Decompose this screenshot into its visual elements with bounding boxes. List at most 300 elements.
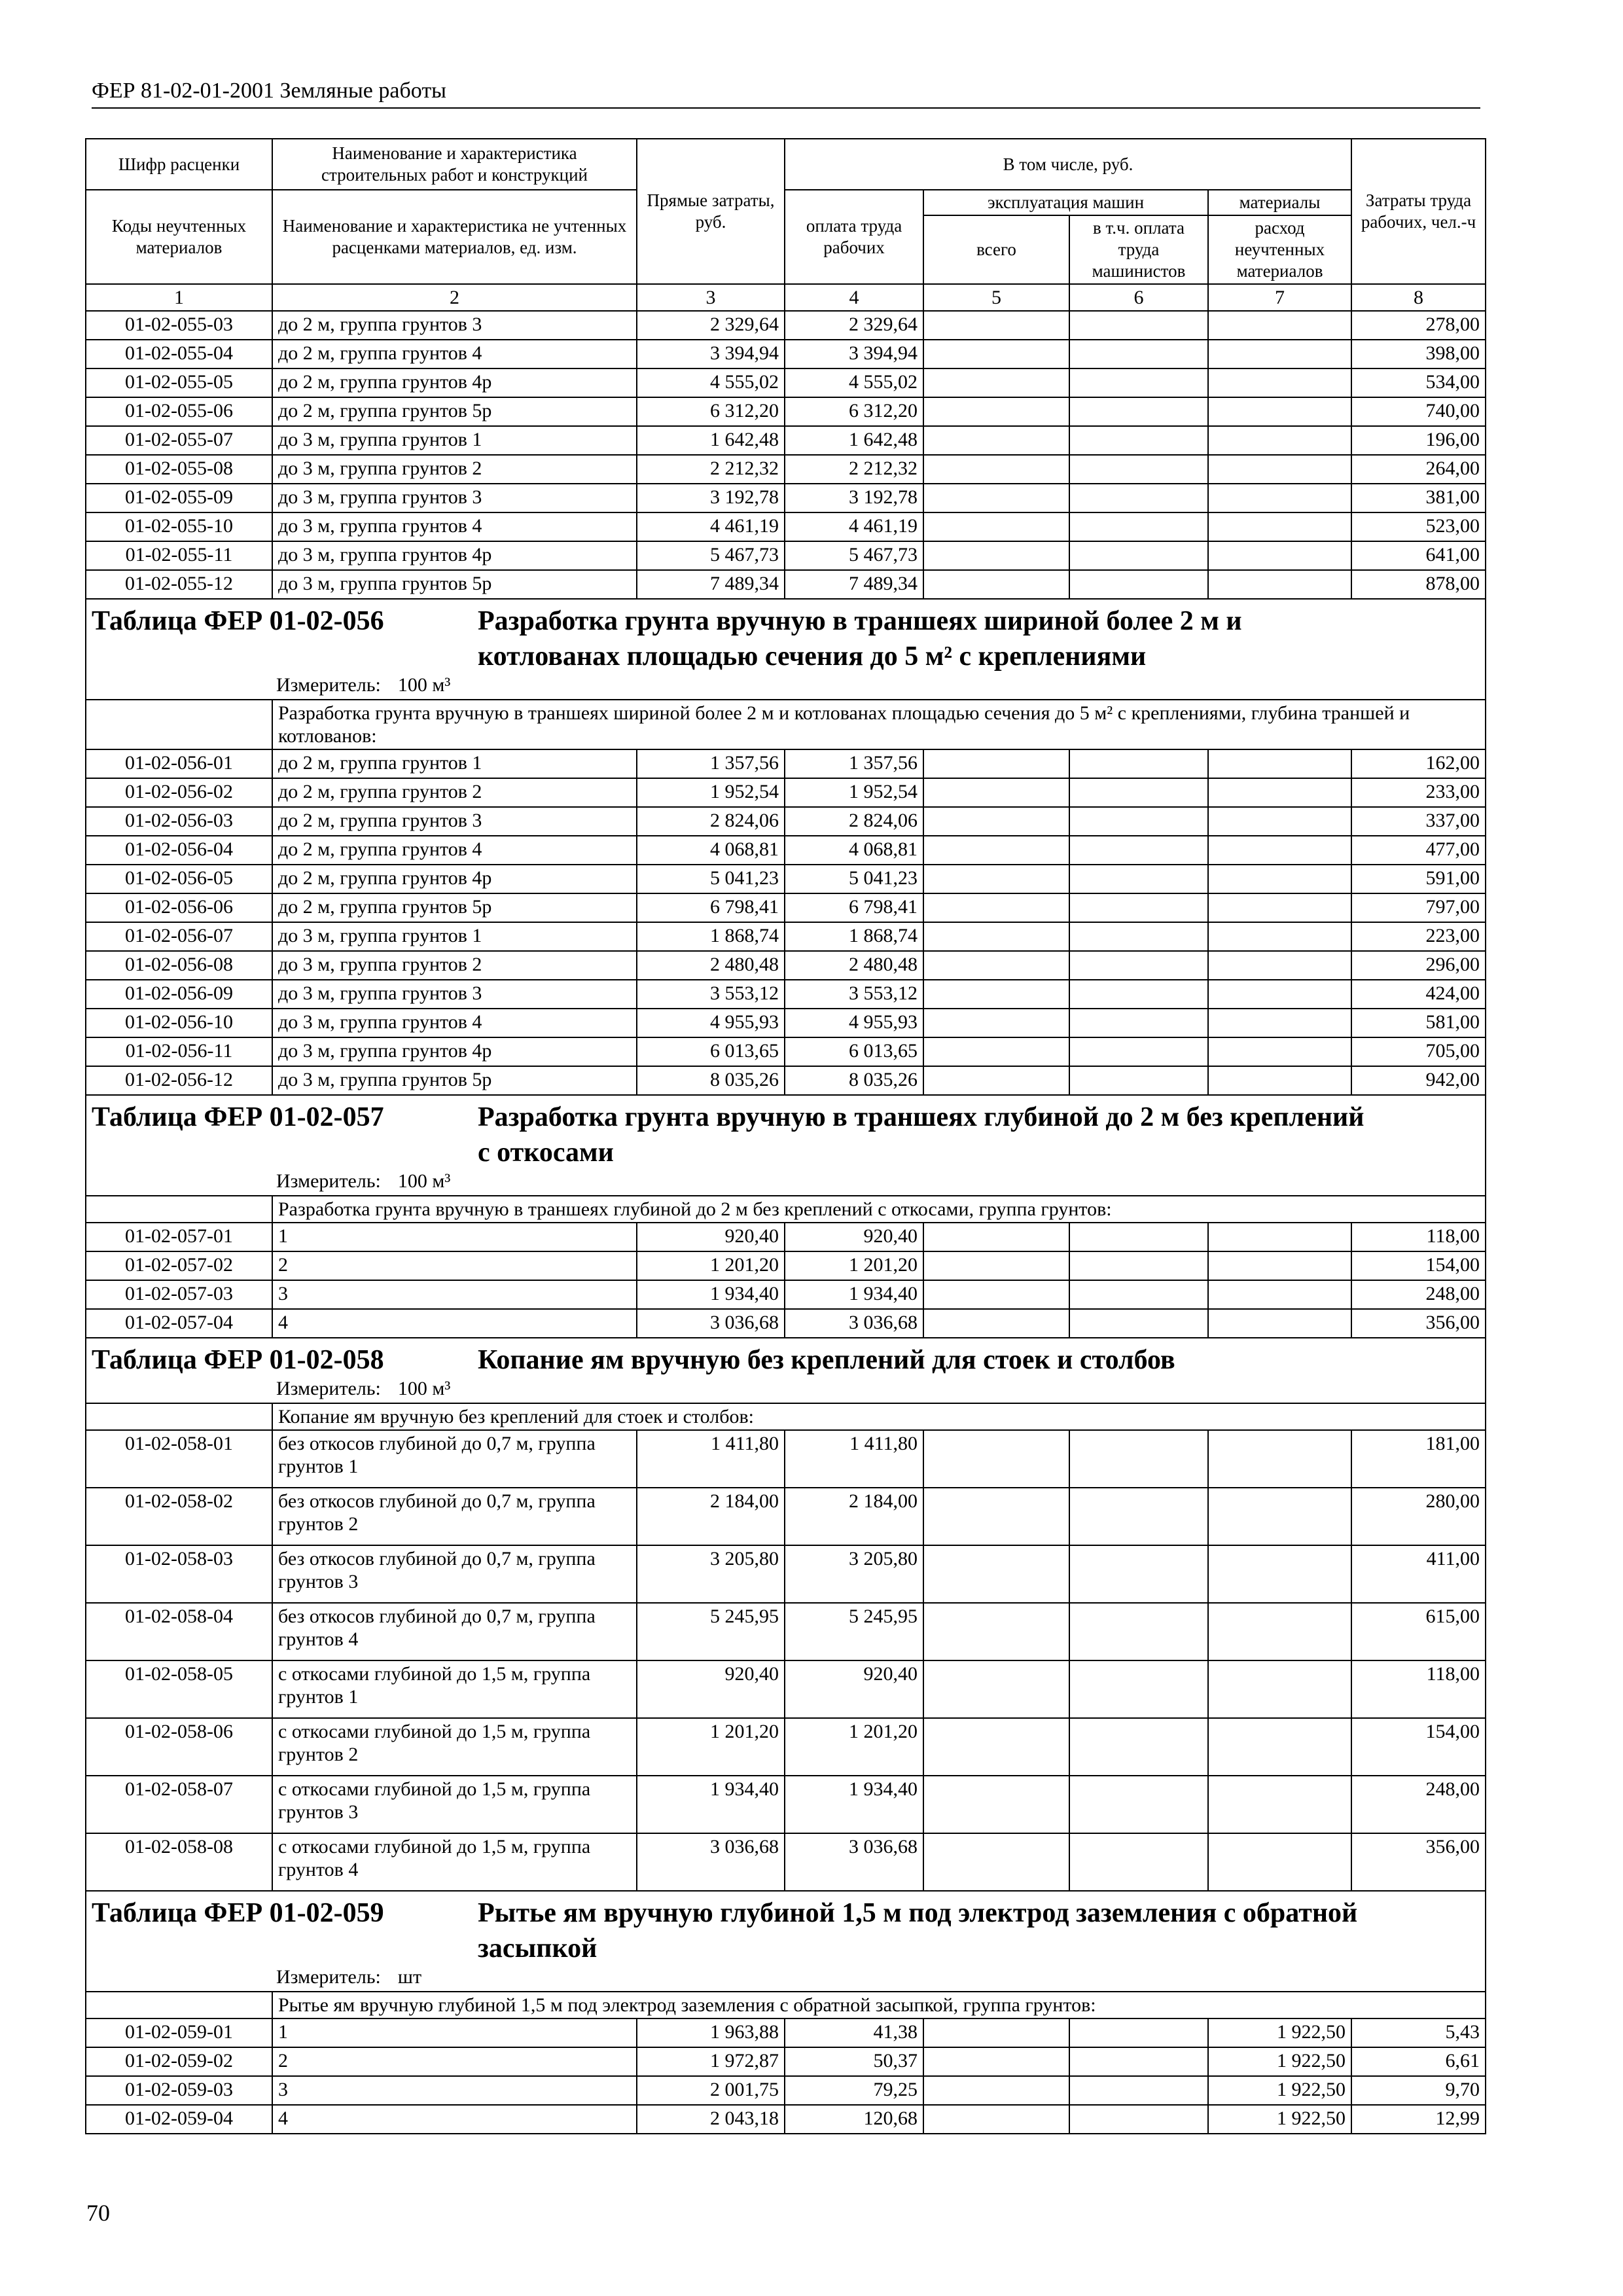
- machines-wage: [1069, 1309, 1208, 1338]
- machines-wage: [1069, 1223, 1208, 1251]
- table-row: [86, 512, 1486, 541]
- table-row: [86, 1037, 1486, 1066]
- materials-cost: [1208, 1776, 1351, 1833]
- machines-total: [923, 807, 1069, 836]
- col-header-mach-wage: в т.ч. оплата труда машинистов: [1069, 215, 1208, 284]
- wage-cost: 1 934,40: [785, 1776, 923, 1833]
- rate-code: 01-02-059-03: [86, 2076, 272, 2105]
- labor-cost: 942,00: [1351, 1066, 1486, 1095]
- wage-cost: 2 184,00: [785, 1488, 923, 1545]
- table-row: [86, 311, 1486, 340]
- rate-code: 01-02-056-07: [86, 922, 272, 951]
- materials-cost: [1208, 1251, 1351, 1280]
- table-title-cell: [86, 1095, 1486, 1196]
- machines-wage: [1069, 1545, 1208, 1603]
- rate-code: 01-02-055-03: [86, 311, 272, 340]
- table-row: [86, 1430, 1486, 1488]
- labor-cost: 162,00: [1351, 749, 1486, 778]
- col-header-name-materials: Наименование и характеристика не учтенных расценками материалов, ед. изм.: [272, 190, 637, 284]
- machines-wage: [1069, 865, 1208, 893]
- rate-code: 01-02-057-02: [86, 1251, 272, 1280]
- machines-total: [923, 865, 1069, 893]
- machines-total: [923, 340, 1069, 368]
- machines-wage: [1069, 1776, 1208, 1833]
- table-row: [86, 1660, 1486, 1718]
- rate-code: 01-02-058-06: [86, 1718, 272, 1776]
- labor-cost: 356,00: [1351, 1309, 1486, 1338]
- rate-code: 01-02-058-07: [86, 1776, 272, 1833]
- materials-cost: [1208, 512, 1351, 541]
- table-name-line: Разработка грунта вручную в траншеях глубиной до 2 м без креплений: [478, 1102, 1364, 1132]
- machines-wage: [1069, 1718, 1208, 1776]
- machines-wage: [1069, 426, 1208, 455]
- wage-cost: 1 411,80: [785, 1430, 923, 1488]
- work-name: до 2 м, группа грунтов 4р: [272, 368, 637, 397]
- machines-total: [923, 1251, 1069, 1280]
- wage-cost: 1 201,20: [785, 1718, 923, 1776]
- measure-unit: [92, 1966, 1485, 1988]
- measure-label: Измеритель:: [276, 1966, 381, 1988]
- table-row: [86, 570, 1486, 599]
- wage-cost: 3 205,80: [785, 1545, 923, 1603]
- table-row: [86, 2105, 1486, 2134]
- work-name: 2: [272, 1251, 637, 1280]
- rate-code: 01-02-056-10: [86, 1009, 272, 1037]
- rate-code: 01-02-055-12: [86, 570, 272, 599]
- labor-cost: 581,00: [1351, 1009, 1486, 1037]
- labor-cost: 118,00: [1351, 1223, 1486, 1251]
- direct-cost: 8 035,26: [637, 1066, 785, 1095]
- machines-total: [923, 951, 1069, 980]
- work-name: с откосами глубиной до 1,5 м, группа грунтов 2: [272, 1718, 637, 1776]
- direct-cost: 3 192,78: [637, 484, 785, 512]
- table-number: Таблица ФЕР 01-02-059: [92, 1898, 384, 1928]
- rates-table: [85, 138, 1486, 2134]
- page-number: 70: [86, 2200, 110, 2226]
- wage-cost: 1 868,74: [785, 922, 923, 951]
- col-header-wage: оплата труда рабочих: [785, 190, 923, 284]
- materials-cost: [1208, 1280, 1351, 1309]
- rate-code: 01-02-059-02: [86, 2047, 272, 2076]
- materials-cost: 1 922,50: [1208, 2047, 1351, 2076]
- materials-cost: [1208, 1223, 1351, 1251]
- machines-wage: [1069, 1009, 1208, 1037]
- wage-cost: 6 798,41: [785, 893, 923, 922]
- measure-label: Измеритель:: [276, 674, 381, 696]
- table-name: [478, 1895, 1485, 1966]
- work-name: до 2 м, группа грунтов 3: [272, 311, 637, 340]
- wage-cost: 3 192,78: [785, 484, 923, 512]
- group-description-row: [86, 1403, 1486, 1430]
- machines-wage: [1069, 368, 1208, 397]
- direct-cost: 3 205,80: [637, 1545, 785, 1603]
- col-number: 2: [272, 284, 637, 311]
- machines-total: [923, 1223, 1069, 1251]
- labor-cost: 477,00: [1351, 836, 1486, 865]
- measure-value: 100 м³: [397, 1170, 451, 1192]
- work-name: 4: [272, 1309, 637, 1338]
- rate-code: 01-02-058-05: [86, 1660, 272, 1718]
- table-title-row: [86, 1095, 1486, 1196]
- labor-cost: 740,00: [1351, 397, 1486, 426]
- materials-cost: [1208, 749, 1351, 778]
- measure-value: 100 м³: [397, 1378, 451, 1399]
- table-name-line: Разработка грунта вручную в траншеях шириной более 2 м и: [478, 606, 1242, 636]
- col-number: 6: [1069, 284, 1208, 311]
- machines-total: [923, 1545, 1069, 1603]
- machines-total: [923, 455, 1069, 484]
- measure-unit: [92, 674, 1485, 696]
- rate-code: 01-02-055-11: [86, 541, 272, 570]
- group-code-empty: [86, 1992, 272, 2018]
- table-title-cell: [86, 599, 1486, 700]
- wage-cost: 2 329,64: [785, 311, 923, 340]
- table-name: [478, 1342, 1485, 1378]
- labor-cost: 797,00: [1351, 893, 1486, 922]
- materials-cost: [1208, 340, 1351, 368]
- machines-total: [923, 426, 1069, 455]
- direct-cost: 1 411,80: [637, 1430, 785, 1488]
- col-header-mach-total: всего: [923, 215, 1069, 284]
- table-row: [86, 397, 1486, 426]
- table-title-row: [86, 1338, 1486, 1403]
- labor-cost: 705,00: [1351, 1037, 1486, 1066]
- labor-cost: 118,00: [1351, 1660, 1486, 1718]
- rate-code: 01-02-058-01: [86, 1430, 272, 1488]
- col-number: 8: [1351, 284, 1486, 311]
- labor-cost: 196,00: [1351, 426, 1486, 455]
- direct-cost: 5 041,23: [637, 865, 785, 893]
- col-header-machines: эксплуатация машин: [923, 190, 1208, 215]
- direct-cost: 1 963,88: [637, 2018, 785, 2047]
- work-name: 1: [272, 2018, 637, 2047]
- table-name: [478, 603, 1485, 674]
- work-name: до 3 м, группа грунтов 1: [272, 922, 637, 951]
- work-name: до 2 м, группа грунтов 1: [272, 749, 637, 778]
- table-title-cell: [86, 1891, 1486, 1992]
- work-name: 3: [272, 1280, 637, 1309]
- machines-wage: [1069, 1037, 1208, 1066]
- rate-code: 01-02-058-08: [86, 1833, 272, 1891]
- group-description: Копание ям вручную без креплений для стоек и столбов:: [272, 1403, 1486, 1430]
- work-name: с откосами глубиной до 1,5 м, группа грунтов 4: [272, 1833, 637, 1891]
- rate-code: 01-02-057-01: [86, 1223, 272, 1251]
- measure-value: 100 м³: [397, 674, 451, 696]
- machines-total: [923, 570, 1069, 599]
- work-name: до 3 м, группа грунтов 4р: [272, 541, 637, 570]
- machines-total: [923, 311, 1069, 340]
- materials-cost: [1208, 484, 1351, 512]
- direct-cost: 1 868,74: [637, 922, 785, 951]
- machines-wage: [1069, 2105, 1208, 2134]
- direct-cost: 2 184,00: [637, 1488, 785, 1545]
- work-name: до 3 м, группа грунтов 1: [272, 426, 637, 455]
- table-title: [92, 603, 1485, 674]
- table-row: [86, 865, 1486, 893]
- work-name: до 3 м, группа грунтов 3: [272, 484, 637, 512]
- table-row: [86, 749, 1486, 778]
- rate-code: 01-02-055-04: [86, 340, 272, 368]
- table-row: [86, 2076, 1486, 2105]
- col-header-labor: Затраты труда рабочих, чел.-ч: [1351, 139, 1486, 284]
- group-code-empty: [86, 1196, 272, 1223]
- materials-cost: [1208, 1718, 1351, 1776]
- work-name: 4: [272, 2105, 637, 2134]
- labor-cost: 398,00: [1351, 340, 1486, 368]
- materials-cost: [1208, 1545, 1351, 1603]
- measure-label: Измеритель:: [276, 1170, 381, 1192]
- wage-cost: 920,40: [785, 1223, 923, 1251]
- direct-cost: 1 357,56: [637, 749, 785, 778]
- table-title-row: [86, 1891, 1486, 1992]
- rate-code: 01-02-055-06: [86, 397, 272, 426]
- wage-cost: 920,40: [785, 1660, 923, 1718]
- table-row: [86, 2047, 1486, 2076]
- group-description: Рытье ям вручную глубиной 1,5 м под электрод заземления с обратной засыпкой, группа грунтов:: [272, 1992, 1486, 2018]
- labor-cost: 248,00: [1351, 1776, 1486, 1833]
- rate-code: 01-02-055-10: [86, 512, 272, 541]
- machines-wage: [1069, 749, 1208, 778]
- rate-code: 01-02-056-09: [86, 980, 272, 1009]
- machines-total: [923, 2076, 1069, 2105]
- machines-wage: [1069, 570, 1208, 599]
- machines-wage: [1069, 893, 1208, 922]
- machines-total: [923, 893, 1069, 922]
- rate-code: 01-02-058-02: [86, 1488, 272, 1545]
- machines-wage: [1069, 2018, 1208, 2047]
- direct-cost: 920,40: [637, 1660, 785, 1718]
- materials-cost: [1208, 836, 1351, 865]
- wage-cost: 4 955,93: [785, 1009, 923, 1037]
- materials-cost: [1208, 1009, 1351, 1037]
- direct-cost: 1 934,40: [637, 1280, 785, 1309]
- labor-cost: 154,00: [1351, 1251, 1486, 1280]
- wage-cost: 3 036,68: [785, 1833, 923, 1891]
- rate-code: 01-02-056-05: [86, 865, 272, 893]
- work-name: без откосов глубиной до 0,7 м, группа грунтов 1: [272, 1430, 637, 1488]
- work-name: 3: [272, 2076, 637, 2105]
- table-row: [86, 1309, 1486, 1338]
- direct-cost: 3 394,94: [637, 340, 785, 368]
- direct-cost: 5 467,73: [637, 541, 785, 570]
- direct-cost: 6 312,20: [637, 397, 785, 426]
- table-row: [86, 426, 1486, 455]
- work-name: до 3 м, группа грунтов 4р: [272, 1037, 637, 1066]
- labor-cost: 233,00: [1351, 778, 1486, 807]
- machines-total: [923, 2105, 1069, 2134]
- labor-cost: 223,00: [1351, 922, 1486, 951]
- labor-cost: 5,43: [1351, 2018, 1486, 2047]
- rate-code: 01-02-057-03: [86, 1280, 272, 1309]
- wage-cost: 1 357,56: [785, 749, 923, 778]
- machines-wage: [1069, 2047, 1208, 2076]
- table-row: [86, 1776, 1486, 1833]
- table-number: Таблица ФЕР 01-02-056: [92, 606, 384, 636]
- rate-code: 01-02-055-05: [86, 368, 272, 397]
- wage-cost: 3 036,68: [785, 1309, 923, 1338]
- direct-cost: 2 824,06: [637, 807, 785, 836]
- labor-cost: 12,99: [1351, 2105, 1486, 2134]
- work-name: до 2 м, группа грунтов 5р: [272, 893, 637, 922]
- labor-cost: 591,00: [1351, 865, 1486, 893]
- wage-cost: 1 201,20: [785, 1251, 923, 1280]
- machines-total: [923, 980, 1069, 1009]
- machines-total: [923, 541, 1069, 570]
- materials-cost: [1208, 455, 1351, 484]
- direct-cost: 2 480,48: [637, 951, 785, 980]
- table-row: [86, 980, 1486, 1009]
- machines-wage: [1069, 836, 1208, 865]
- table-row: [86, 778, 1486, 807]
- rate-code: 01-02-058-03: [86, 1545, 272, 1603]
- table-row: [86, 951, 1486, 980]
- machines-total: [923, 1833, 1069, 1891]
- work-name: до 2 м, группа грунтов 4р: [272, 865, 637, 893]
- machines-total: [923, 922, 1069, 951]
- wage-cost: 4 555,02: [785, 368, 923, 397]
- direct-cost: 1 972,87: [637, 2047, 785, 2076]
- machines-total: [923, 778, 1069, 807]
- machines-total: [923, 1280, 1069, 1309]
- rate-code: 01-02-057-04: [86, 1309, 272, 1338]
- labor-cost: 280,00: [1351, 1488, 1486, 1545]
- materials-cost: [1208, 1309, 1351, 1338]
- col-number: 1: [86, 284, 272, 311]
- machines-wage: [1069, 397, 1208, 426]
- table-row: [86, 368, 1486, 397]
- machines-wage: [1069, 512, 1208, 541]
- work-name: с откосами глубиной до 1,5 м, группа грунтов 1: [272, 1660, 637, 1718]
- labor-cost: 356,00: [1351, 1833, 1486, 1891]
- machines-wage: [1069, 922, 1208, 951]
- wage-cost: 6 312,20: [785, 397, 923, 426]
- group-code-empty: [86, 1403, 272, 1430]
- table-name-line: Копание ям вручную без креплений для стоек и столбов: [478, 1345, 1175, 1375]
- labor-cost: 411,00: [1351, 1545, 1486, 1603]
- machines-wage: [1069, 340, 1208, 368]
- direct-cost: 6 798,41: [637, 893, 785, 922]
- labor-cost: 534,00: [1351, 368, 1486, 397]
- work-name: до 3 м, группа грунтов 2: [272, 951, 637, 980]
- wage-cost: 4 461,19: [785, 512, 923, 541]
- wage-cost: 79,25: [785, 2076, 923, 2105]
- wage-cost: 2 824,06: [785, 807, 923, 836]
- rate-code: 01-02-055-08: [86, 455, 272, 484]
- materials-cost: [1208, 1037, 1351, 1066]
- table-row: [86, 1066, 1486, 1095]
- rate-code: 01-02-059-04: [86, 2105, 272, 2134]
- machines-total: [923, 484, 1069, 512]
- col-header-codes-materials: Коды неучтенных материалов: [86, 190, 272, 284]
- table-title: [92, 1100, 1485, 1170]
- machines-wage: [1069, 1603, 1208, 1660]
- materials-cost: [1208, 426, 1351, 455]
- machines-wage: [1069, 807, 1208, 836]
- machines-wage: [1069, 2076, 1208, 2105]
- materials-cost: [1208, 951, 1351, 980]
- work-name: до 3 м, группа грунтов 5р: [272, 1066, 637, 1095]
- labor-cost: 6,61: [1351, 2047, 1486, 2076]
- work-name: до 3 м, группа грунтов 2: [272, 455, 637, 484]
- table-title-row: [86, 599, 1486, 700]
- direct-cost: 2 329,64: [637, 311, 785, 340]
- labor-cost: 9,70: [1351, 2076, 1486, 2105]
- rate-code: 01-02-056-02: [86, 778, 272, 807]
- wage-cost: 8 035,26: [785, 1066, 923, 1095]
- work-name: до 2 м, группа грунтов 4: [272, 340, 637, 368]
- measure-label: Измеритель:: [276, 1378, 381, 1399]
- machines-wage: [1069, 1488, 1208, 1545]
- machines-wage: [1069, 1066, 1208, 1095]
- table-name-line: Рытье ям вручную глубиной 1,5 м под электрод заземления с обратной: [478, 1898, 1358, 1928]
- table-name-line: с откосами: [478, 1138, 614, 1168]
- table-title: [92, 1895, 1485, 1966]
- direct-cost: 2 001,75: [637, 2076, 785, 2105]
- materials-cost: [1208, 865, 1351, 893]
- table-row: [86, 1009, 1486, 1037]
- direct-cost: 2 212,32: [637, 455, 785, 484]
- table-row: [86, 1251, 1486, 1280]
- work-name: до 3 м, группа грунтов 5р: [272, 570, 637, 599]
- work-name: 2: [272, 2047, 637, 2076]
- group-description: Разработка грунта вручную в траншеях глубиной до 2 м без креплений с откосами, группа грунтов:: [272, 1196, 1486, 1223]
- col-header-mat-unaccounted: расход неучтенных материалов: [1208, 215, 1351, 284]
- labor-cost: 878,00: [1351, 570, 1486, 599]
- col-number: 5: [923, 284, 1069, 311]
- rate-code: 01-02-056-06: [86, 893, 272, 922]
- machines-wage: [1069, 1280, 1208, 1309]
- materials-cost: [1208, 1430, 1351, 1488]
- machines-total: [923, 1066, 1069, 1095]
- rate-code: 01-02-056-08: [86, 951, 272, 980]
- col-header-code: Шифр расценки: [86, 139, 272, 190]
- col-number: 3: [637, 284, 785, 311]
- labor-cost: 248,00: [1351, 1280, 1486, 1309]
- materials-cost: [1208, 922, 1351, 951]
- materials-cost: [1208, 1603, 1351, 1660]
- measure-unit: [92, 1170, 1485, 1193]
- direct-cost: 1 642,48: [637, 426, 785, 455]
- labor-cost: 296,00: [1351, 951, 1486, 980]
- col-number: 7: [1208, 284, 1351, 311]
- machines-wage: [1069, 1833, 1208, 1891]
- machines-total: [923, 1430, 1069, 1488]
- labor-cost: 424,00: [1351, 980, 1486, 1009]
- materials-cost: 1 922,50: [1208, 2105, 1351, 2134]
- machines-total: [923, 1718, 1069, 1776]
- table-row: [86, 2018, 1486, 2047]
- direct-cost: 5 245,95: [637, 1603, 785, 1660]
- machines-wage: [1069, 455, 1208, 484]
- wage-cost: 50,37: [785, 2047, 923, 2076]
- machines-wage: [1069, 980, 1208, 1009]
- table-row: [86, 922, 1486, 951]
- materials-cost: [1208, 1488, 1351, 1545]
- table-title: [92, 1342, 1485, 1378]
- machines-total: [923, 1776, 1069, 1833]
- table-row: [86, 541, 1486, 570]
- wage-cost: 6 013,65: [785, 1037, 923, 1066]
- labor-cost: 154,00: [1351, 1718, 1486, 1776]
- machines-wage: [1069, 311, 1208, 340]
- group-description-row: [86, 1992, 1486, 2018]
- labor-cost: 337,00: [1351, 807, 1486, 836]
- table-row: [86, 1280, 1486, 1309]
- materials-cost: [1208, 368, 1351, 397]
- rate-code: 01-02-056-11: [86, 1037, 272, 1066]
- table-row: [86, 1488, 1486, 1545]
- labor-cost: 641,00: [1351, 541, 1486, 570]
